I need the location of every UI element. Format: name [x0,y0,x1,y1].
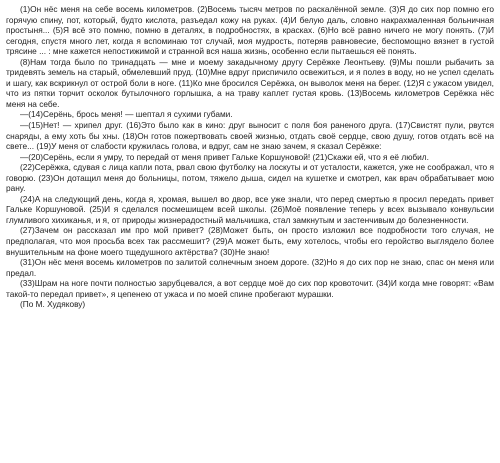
paragraph-5: —(20)Серёнь, если я умру, то передай от меня привет Гальке Коршуновой! (21)Скажи ей, что я её любил. [20,151,429,162]
paragraph-6: (22)Серёжка, сдувая с лица капли пота, рвал свою футболку на лоскуты и от усталости, кажется, уже не соображал, что я говорю. (23)Он дотащил меня до больницы, потом, тяжело дыша, сидел на кушетке и смотрел, как врач обрабатывает мою рану. [6,162,494,194]
author-attribution: (По М. Худякову) [20,299,86,310]
paragraph-7: (24)А на следующий день, когда я, хромая, вышел во двор, все уже знали, что перед смертью я просил передать привет Гальке Коршуновой. (25)И я сделался посмешищем всей школы. (26)Моё появление теперь у всех вызывало конвульсии глумливого хихиканья, и я, от природы жизнерадостный мальчишка, стал замкнутым и застенчивым до болезненности. [6,193,494,225]
paragraph-8: (27)Зачем он рассказал им про мой привет? (28)Может быть, он просто изложил все подробности того случая, не предполагая, что моя просьба всех так рассмешит? (29)А может быть, ему хотелось, чтобы его геройство выглядело более внушительным на фоне моего тщедушного актёрства? (30)Не знаю! [6,225,494,257]
paragraph-3: —(14)Серёнь, брось меня! — шептал я сухими губами. [20,109,233,120]
paragraph-10: (33)Шрам на ноге почти полностью зарубцевался, а вот сердце моё до сих пор кровоточит. (34)И когда мне говорят: «Вам такой-то передал привет», я цепенею от ужаса и по моей спине пробегают мурашки. [6,278,494,299]
paragraph-4: —(15)Нет! — хрипел друг. (16)Это было как в кино: друг выносит с поля боя раненого друга. (17)Свистят пули, рвутся снаряды, а ему хоть бы хны. (18)Он готов пожертвовать своей жизнью, отдать своё сердце, свою душу, готов отдать всё на свете... (19)У меня от слабости кружилась голова, и вдруг, сам не знаю зачем, я сказал Серёжке: [6,120,494,152]
cropped-text-remnant [232,457,272,463]
paragraph-1: (1)Он нёс меня на себе восемь километров. (2)Восемь тысяч метров по раскалённой земле. (3)Я до сих пор помню его горячую спину, пот, который, будто кислота, разъедал кожу на руках. (4)И белую даль, словно накрахмаленная больничная простыня... (5)Я всё это помню, помню в деталях, в подробностях, в красках. (6)Но всё равно ничего не могу понять. (7)И сегодня, спустя много лет, когда я вспоминаю тот случай, моя мудрость, потеряв равновесие, беспомощно вязнет в густой трясине ... : мне кажется непостижимой и странной вся наша жизнь, особенно если пытаешься её понять. [6,4,494,57]
paragraph-9: (31)Он нёс меня восемь километров по залитой солнечным зноем дороге. (32)Но я до сих пор не знаю, спас он меня или предал. [6,257,494,278]
paragraph-2: (8)Нам тогда было по тринадцать — мне и моему закадычному другу Серёжке Леонтьеву. (9)Мы пошли рыбачить за тридевять земель на старый, обмелевший пруд. (10)Мне вдруг приспичило освежиться, и я полез в воду, но не успел сделать и шагу, как вскрикнул от острой боли в ноге. (11)Ко мне бросился Серёжка, он выволок меня на берег. (12)Я с ужасом увидел, что из пятки торчит осколок бутылочного горлышка, а на траву каплет густая кровь. (13)Восемь километров Серёжка нёс меня на себе. [6,56,494,109]
text-passage [6,4,494,310]
